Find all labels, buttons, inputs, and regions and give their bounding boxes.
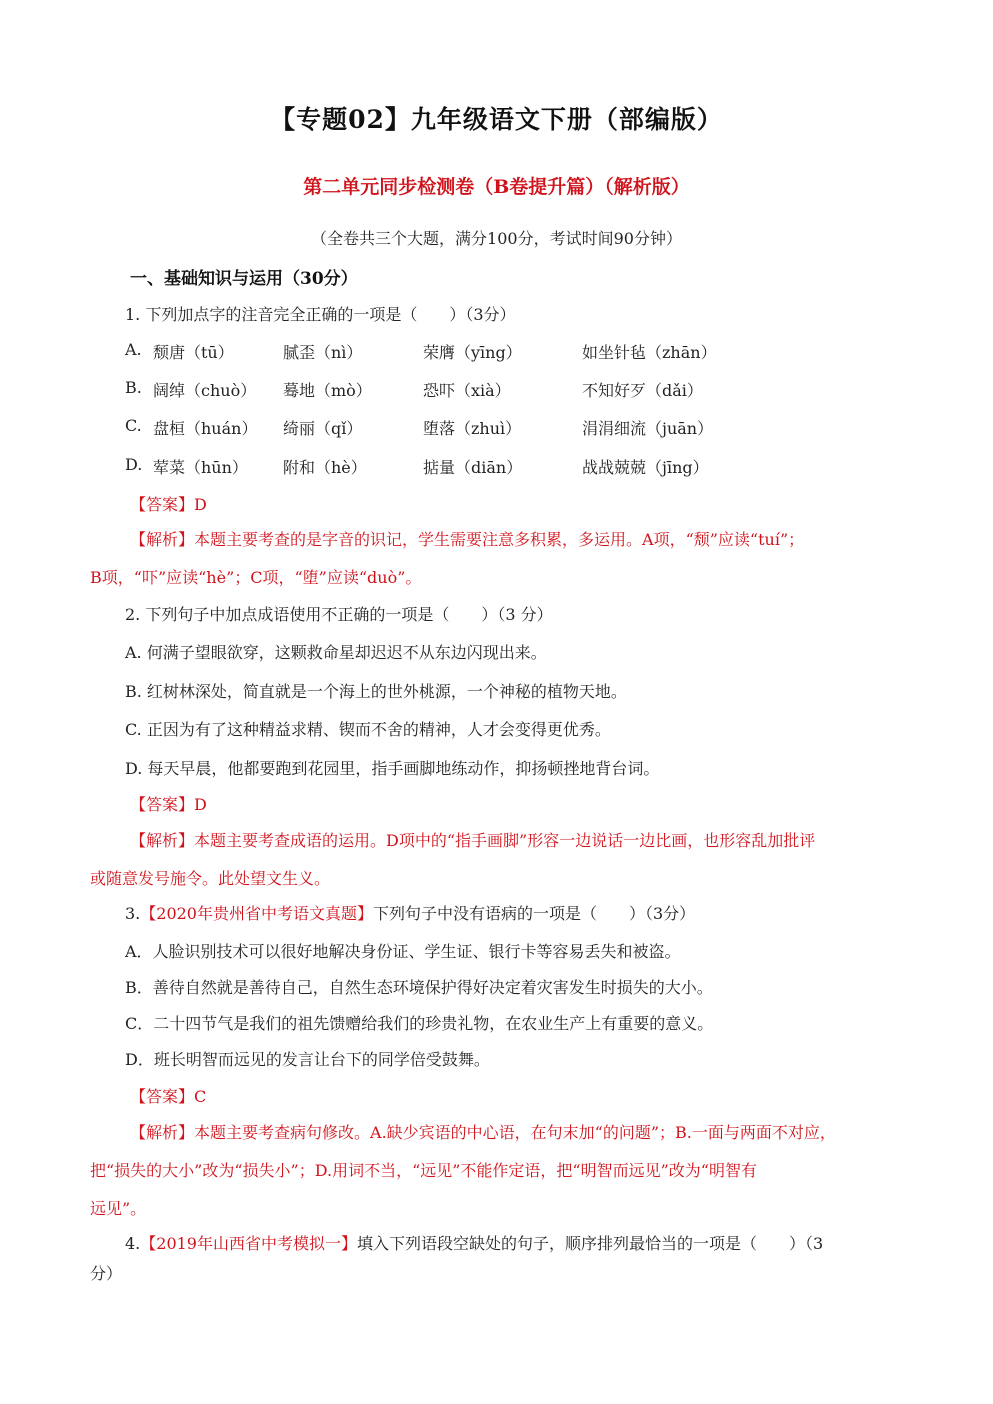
q4-stem <box>125 1231 823 1254</box>
q1-row-d-item-1: 荤菜（hūn） <box>153 458 248 477</box>
q2-option-b: B. 红树林深处，简直就是一个海上的世外桃源，一个神秘的植物天地。 <box>125 682 627 701</box>
q3-number: 3. <box>125 904 141 923</box>
q1-row-a-item-2: 腻歪（nì） <box>283 343 363 362</box>
page-subtitle: 第二单元同步检测卷（B卷提升篇）（解析版） <box>303 176 690 198</box>
answer-value: D <box>194 795 207 814</box>
q1-row-c-item-1: 盘桓（huán） <box>153 419 258 438</box>
q2-option-d: D. 每天早晨，他都要跑到花园里，指手画脚地练动作，抑扬顿挫地背台词。 <box>125 759 660 778</box>
exam-info: （全卷共三个大题，满分100分，考试时间90分钟） <box>311 229 682 248</box>
q1-answer <box>130 492 207 515</box>
q3-answer <box>130 1084 206 1107</box>
q4-source: 【2019年山西省中考模拟一】 <box>140 1234 357 1253</box>
q3-option-a: A．人脸识别技术可以很好地解决身份证、学生证、银行卡等容易丢失和被盗。 <box>125 942 681 961</box>
q3-source: 【2020年贵州省中考语文真题】 <box>140 904 373 923</box>
q1-row-a-label: A. <box>125 340 142 359</box>
q1-row-b-item-4: 不知好歹（dǎi） <box>582 381 703 400</box>
q3-option-d: D．班长明智而远见的发言让台下的同学倍受鼓舞。 <box>125 1050 490 1069</box>
q3-analysis-line-3: 远见”。 <box>90 1199 147 1218</box>
answer-value: D <box>194 495 207 514</box>
q1-stem: 1. 下列加点字的注音完全正确的一项是（ ）（3分） <box>125 305 516 324</box>
answer-label: 【答案】 <box>130 795 195 814</box>
q3-stem <box>125 901 695 924</box>
analysis-label: 【解析】 <box>130 1123 195 1142</box>
analysis-text: 本题主要考查成语的运用。D项中的“指手画脚”形容一边说话一边比画，也形容乱加批评 <box>194 831 816 850</box>
section-heading: 一、基础知识与运用（30分） <box>130 269 358 289</box>
q1-row-b-item-1: 阔绰（chuò） <box>153 381 257 400</box>
page-title: 【专题02】九年级语文下册（部编版） <box>270 105 723 134</box>
answer-label: 【答案】 <box>130 495 195 514</box>
analysis-label: 【解析】 <box>130 530 195 549</box>
analysis-text: 本题主要考查的是字音的识记，学生需要注意多积累，多运用。A项，“颓”应读“tuí”； <box>194 530 805 549</box>
q1-row-a-item-1: 颓唐（tū） <box>153 343 234 362</box>
q1-row-c-item-3: 堕落（zhuì） <box>423 419 522 438</box>
q1-row-c-item-2: 绮丽（qǐ） <box>283 419 363 438</box>
q3-stem-text: 下列句子中没有语病的一项是（ ）（3分） <box>373 904 696 923</box>
answer-label: 【答案】 <box>130 1087 195 1106</box>
q1-row-d-item-3: 掂量（diān） <box>423 458 523 477</box>
answer-value: C <box>194 1087 207 1106</box>
q4-stem-text: 填入下列语段空缺处的句子，顺序排列最恰当的一项是（ ）（3 <box>357 1234 824 1253</box>
q2-option-c: C. 正因为有了这种精益求精、锲而不舍的精神，人才会变得更优秀。 <box>125 720 611 739</box>
q1-row-c-label: C. <box>125 416 142 435</box>
q1-row-d-item-2: 附和（hè） <box>283 458 367 477</box>
q2-analysis-line-2: 或随意发号施令。此处望文生义。 <box>90 869 331 888</box>
analysis-text: 本题主要考查病句修改。A.缺少宾语的中心语，在句末加“的问题”；B.一面与两面不对应， <box>194 1123 836 1142</box>
q2-answer <box>130 792 207 815</box>
q1-row-a-item-4: 如坐针毡（zhān） <box>582 343 717 362</box>
q1-analysis-line-1 <box>130 527 804 550</box>
q2-stem: 2. 下列句子中加点成语使用不正确的一项是（ ）（3 分） <box>125 605 553 624</box>
q1-analysis-line-2: B项，“吓”应读“hè”；C项，“堕”应读“duò”。 <box>90 568 422 587</box>
q1-row-b-item-2: 蓦地（mò） <box>283 381 372 400</box>
q1-row-b-item-3: 恐吓（xià） <box>423 381 511 400</box>
q1-row-d-item-4: 战战兢兢（jīng） <box>582 458 709 477</box>
q1-row-a-item-3: 荣膺（yīng） <box>423 343 522 362</box>
q2-analysis-line-1 <box>130 828 815 851</box>
q2-option-a: A. 何满子望眼欲穿，这颗救命星却迟迟不从东边闪现出来。 <box>125 643 547 662</box>
q3-analysis-line-1 <box>130 1120 836 1143</box>
q4-stem-continued: 分） <box>90 1264 123 1283</box>
q1-row-b-label: B. <box>125 378 142 397</box>
q1-row-d-label: D. <box>125 455 143 474</box>
q1-row-c-item-4: 涓涓细流（juān） <box>582 419 714 438</box>
q4-number: 4. <box>125 1234 141 1253</box>
q3-analysis-line-2: 把“损失的大小”改为“损失小”；D.用词不当，“远见”不能作定语，把“明智而远见”改为“明智有 <box>90 1161 757 1180</box>
q3-option-c: C．二十四节气是我们的祖先馈赠给我们的珍贵礼物，在农业生产上有重要的意义。 <box>125 1014 714 1033</box>
q3-option-b: B．善待自然就是善待自己，自然生态环境保护得好决定着灾害发生时损失的大小。 <box>125 978 713 997</box>
analysis-label: 【解析】 <box>130 831 195 850</box>
